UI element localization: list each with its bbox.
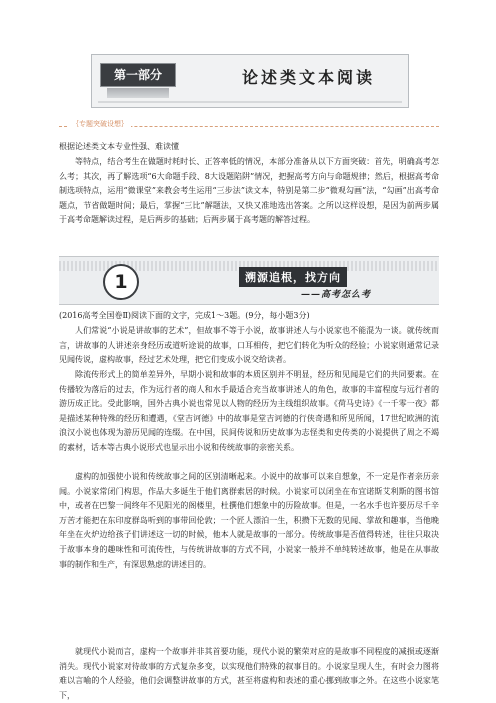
part-title: 论述类文本阅读 <box>242 68 376 87</box>
section-tag-text: 专题突破设想 <box>79 120 121 128</box>
body-paragraph-2: 除流传形式上的简单差异外，早期小说和故事的本质区别并不明显，经历和见闻是它们的共同要素。在传播较为落后的过去，作为远行者的商人和水手最适合充当故事讲述人的角色，故事的丰富程度与远行者的游历成正比。受此影响，国外古典小说也常见以人物的经历为主线组织故事。《荷马史诗》《一千零一夜》都是描述某种特殊的经历和遭遇，《堂吉诃德》中的故事是堂吉诃德的行侠奇遇和所见所闻，17世纪欧洲的流浪汉小说也体现为游历见闻的连缀。在中国，民间传说和历史故事为志怪类和史传类的小说提供了周之不竭的素材，话本等古典小说形式也显示出小说和传统故事的亲密关系。 <box>59 370 439 452</box>
body-paragraph-4: 就现代小说而言，虚构一个故事并非其首要功能，现代小说的繁荣对应的是故事不同程度的减损或逐渐消失。现代小说家对待故事的方式复杂多变，以实现他们特殊的叙事目的。小说家呈现人生，有时会力图将难以言喻的个人经验，他们会调整讲故事的方式，甚至将虚构和表述的重心挪到故事之外。在这些小说家笔下， <box>59 647 439 700</box>
section-tag <box>59 120 439 132</box>
section-tag-label: ｛专题突破设想｝ <box>69 119 131 129</box>
section-title: 溯源追根，找方向 <box>239 267 347 287</box>
question-prompt: (2016高考全国卷Ⅱ)阅读下面的文字，完成1～3题。(9分，每小题3分) <box>59 311 310 320</box>
section-number: 1 <box>103 264 139 300</box>
section-subtitle: ——高考怎么考 <box>301 290 372 300</box>
part-banner <box>91 54 409 108</box>
section-banner <box>59 256 439 305</box>
intro-line: 根据论述类文本专业性强、难读懂 <box>59 142 179 151</box>
part-label: 第一部分 <box>100 63 176 87</box>
body-paragraph-3: 虚构的加强使小说和传统故事之间的区别清晰起来。小说中的故事可以来自想象，不一定是作者亲历亲闻。小说家常闭门构思，作品大多诞生于他们离群索居的时候。小说家可以闭坐在布宜诺斯艾利斯的图书馆中，或者在巴黎一间终年不见阳光的阁楼里，杜撰他们想象中的历险故事。但是，一名水手也许要历尽千辛万苦才能把在东印度群岛听到的事带回伦敦；一个匠人漂泊一生，积攒下无数的见闻、掌故和趣事，当他晚年坐在火炉边给孩子们讲述这一切的时候，他本人就是故事的一部分。传统故事是否值得转述，往往只取决于故事本身的趣味性和可流传性，与传统讲故事的方式不同，小说家一般并不单纯转述故事，他是在从事故事的制作和生产，有深思熟虑的讲述目的。 <box>59 472 439 569</box>
intro-paragraph: 等特点，结合考生在做题时耗时长、正答率低的情况，本部分准备从以下方面突破：首先，明确高考怎么考；其次，再了解选项“6大命题手段、8大设题陷阱”情况，把握高考方向与命题规律；然后，根据高考命制选项特点，运用“微课堂”来教会考生运用“三步法”读文本，特别是第二步“微观勾画”法，“勾画”出高考命题点，节省做题时间；最后，掌握“三比”解题法，又快又准地选出答案。之所以这样设想，是因为前两步属于高考命题解读过程，是后两步的基础；后两步属于高考题的解答过程。 <box>59 157 439 225</box>
body-paragraph-1: 人们常说“小说是讲故事的艺术”，但故事不等于小说，故事讲述人与小说家也不能混为一谈。就传统而言，讲故事的人讲述亲身经历或道听途说的故事，口耳相传，把它们转化为听众的经验；小说家则通常记录见闻传说，虚构故事，经过艺术处理，把它们变成小说交给读者。 <box>59 326 439 365</box>
